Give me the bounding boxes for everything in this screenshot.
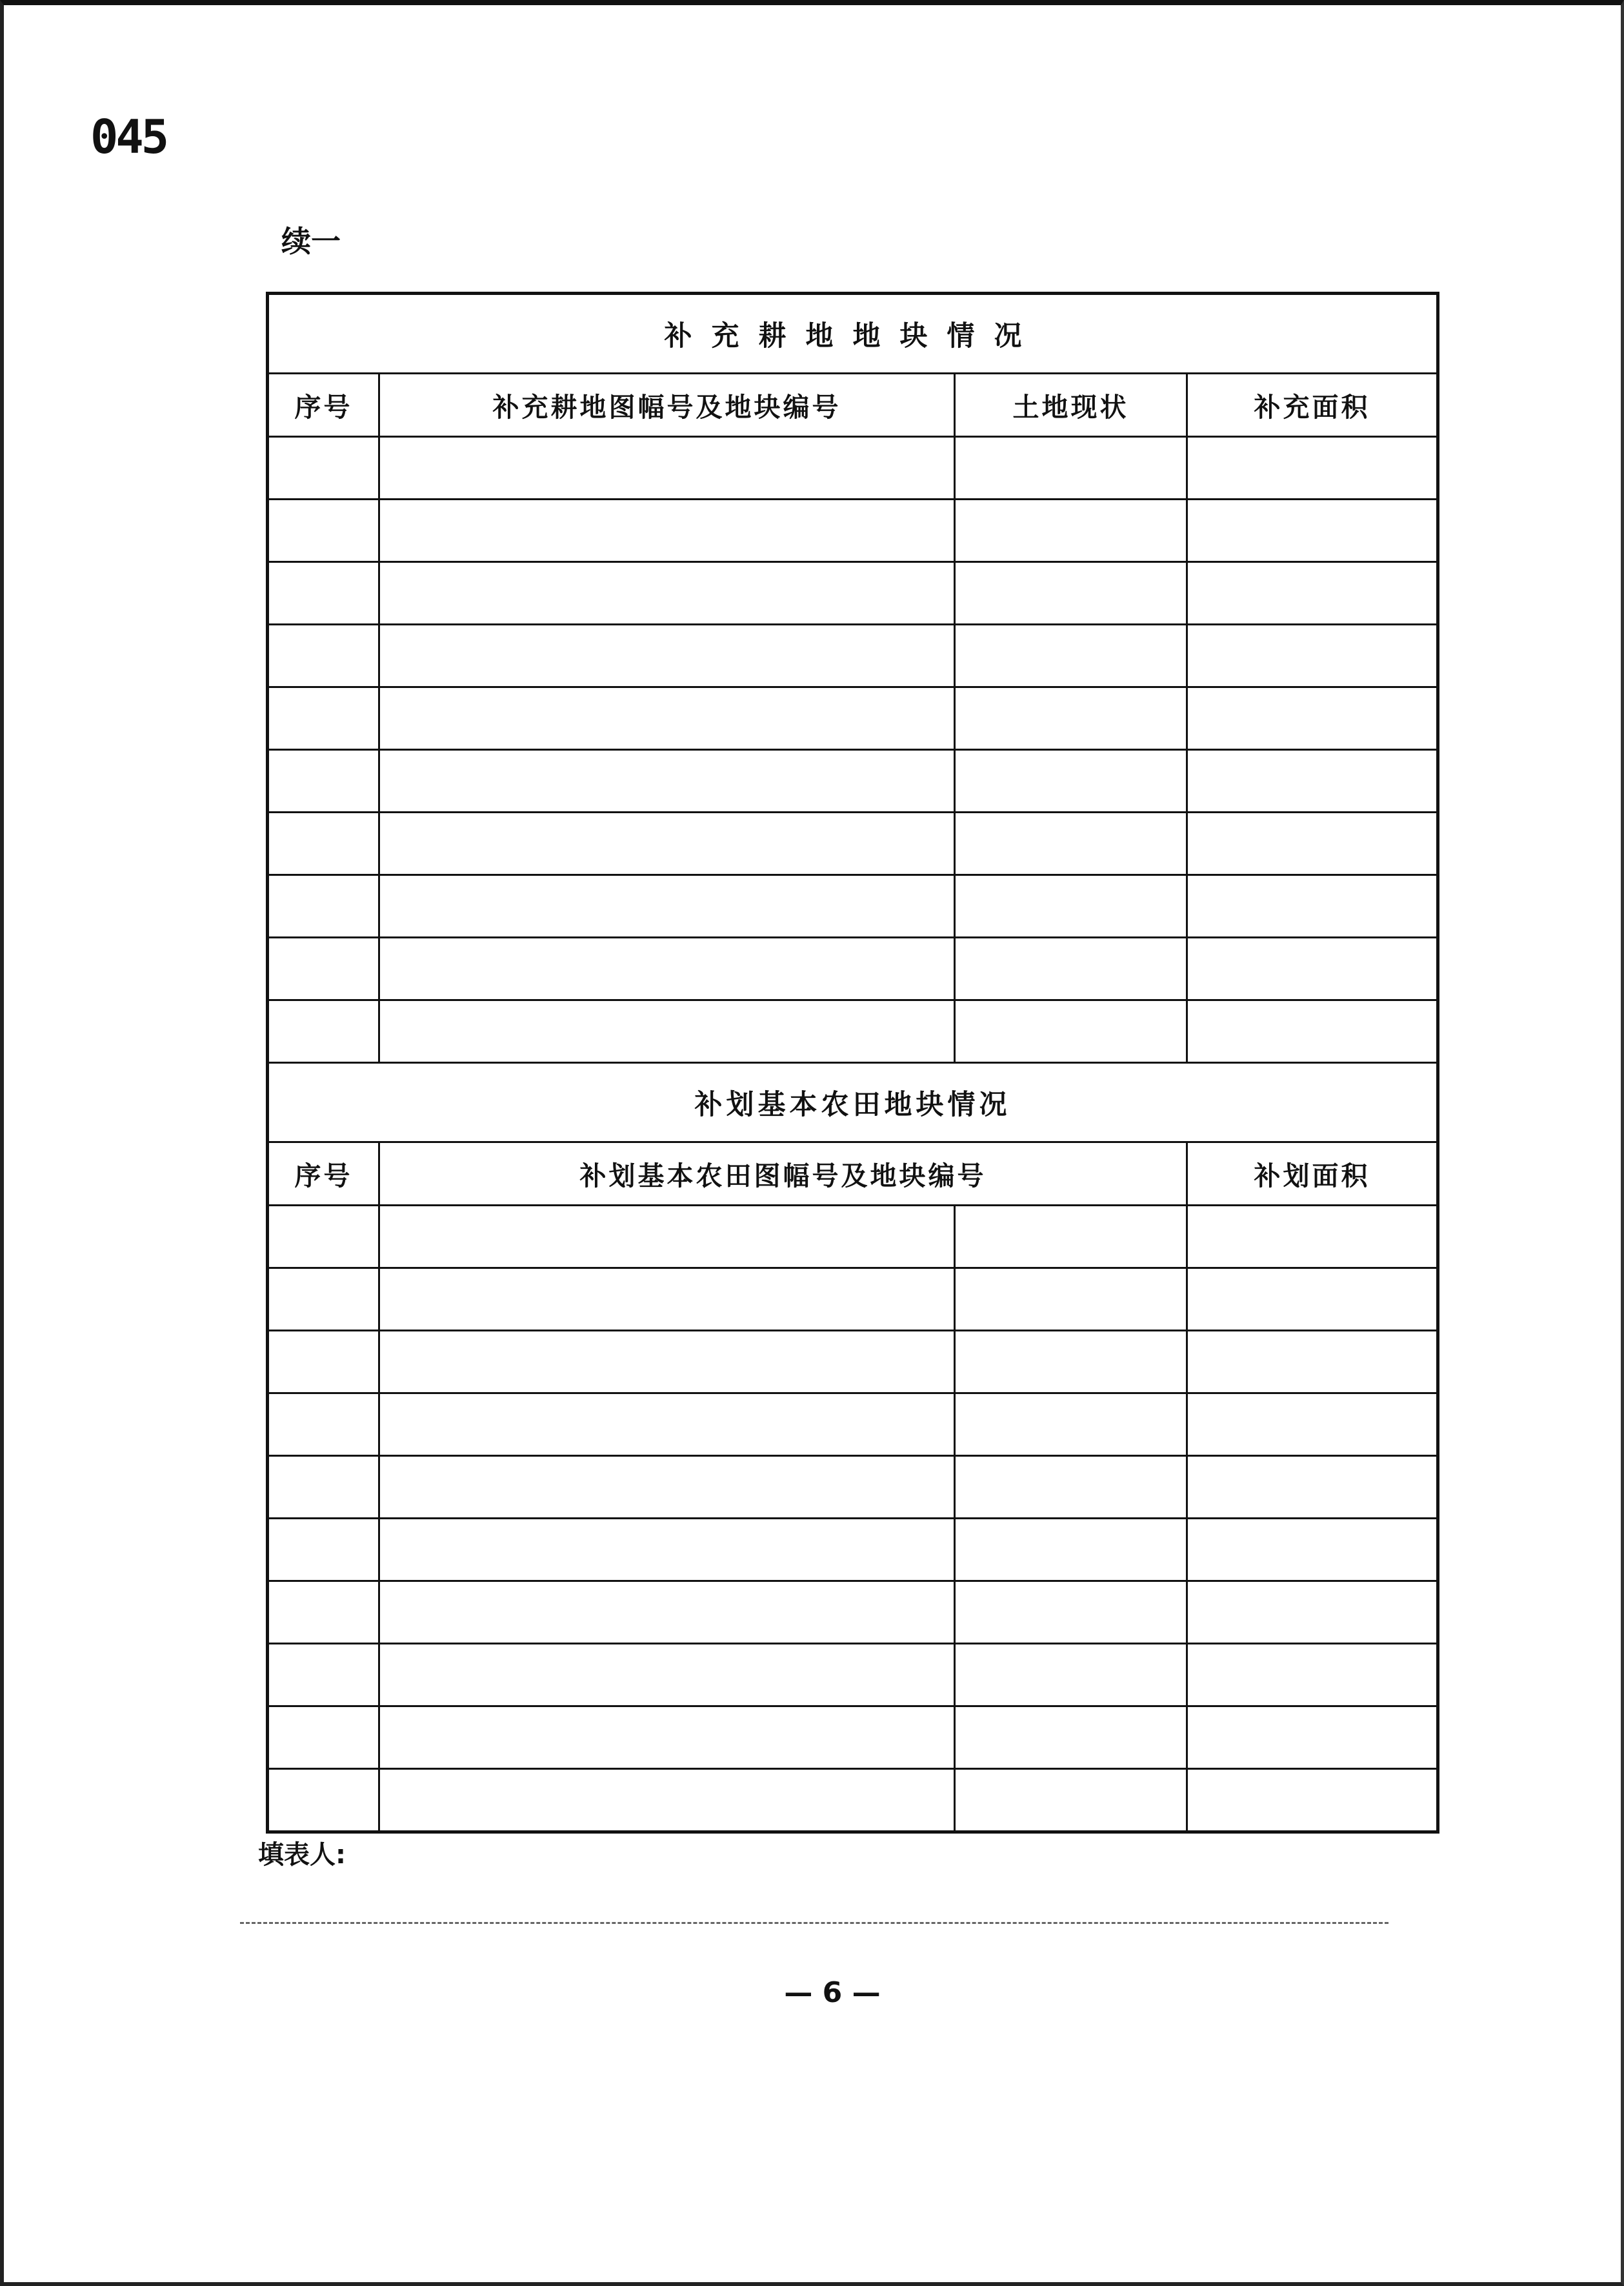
table-row: [268, 750, 1438, 813]
cell-plot-number: [379, 1644, 955, 1706]
cell-plot-number: [379, 750, 955, 813]
cell-land-status: [955, 813, 1187, 875]
land-plot-form-table: [266, 292, 1439, 1834]
table-row: [268, 437, 1438, 500]
cell-land-status: [955, 1706, 1187, 1769]
cell-plot-number: [379, 938, 955, 1000]
table-row: [268, 500, 1438, 562]
cell-serial: [268, 500, 379, 562]
table-row: [268, 1456, 1438, 1519]
cell-plot-number: [379, 562, 955, 625]
cell-plot-number: [379, 1519, 955, 1581]
cell-area: [1187, 1581, 1438, 1644]
cell-land-status: [955, 1769, 1187, 1832]
cell-area: [1187, 1268, 1438, 1331]
cell-serial: [268, 1393, 379, 1456]
cell-land-status: [955, 1268, 1187, 1331]
table-row: [268, 562, 1438, 625]
header-supplement-area: 补充面积: [1187, 374, 1438, 437]
section-title: 补划基本农田地块情况: [268, 1063, 1438, 1142]
archive-number: 045: [90, 110, 167, 164]
cell-land-status: [955, 1519, 1187, 1581]
section-title: 补充耕地地块情况: [268, 294, 1438, 374]
section-title-row: [268, 1063, 1438, 1142]
cell-plot-number: [379, 687, 955, 750]
cell-serial: [268, 1000, 379, 1063]
cell-plot-number: [379, 625, 955, 687]
cell-land-status: [955, 562, 1187, 625]
continuation-label: 续一: [281, 224, 341, 259]
cell-plot-number: [379, 1393, 955, 1456]
cell-area: [1187, 1456, 1438, 1519]
cell-serial: [268, 875, 379, 938]
cell-plot-number: [379, 1769, 955, 1832]
cell-plot-number: [379, 875, 955, 938]
supplementary-farmland-rows: [268, 437, 1438, 1063]
page-number: — 6 —: [784, 1976, 881, 2009]
cell-area: [1187, 813, 1438, 875]
table-row: [268, 1519, 1438, 1581]
table-row: [268, 813, 1438, 875]
header-row: [268, 374, 1438, 437]
cell-land-status: [955, 1456, 1187, 1519]
cell-area: [1187, 500, 1438, 562]
cell-serial: [268, 813, 379, 875]
cell-area: [1187, 938, 1438, 1000]
table-row: [268, 1769, 1438, 1832]
cell-plot-number: [379, 1206, 955, 1268]
cell-serial: [268, 625, 379, 687]
table-row: [268, 1644, 1438, 1706]
cell-serial: [268, 1268, 379, 1331]
cell-land-status: [955, 875, 1187, 938]
cell-plot-number: [379, 1000, 955, 1063]
cell-land-status: [955, 1644, 1187, 1706]
cell-serial: [268, 437, 379, 500]
cell-area: [1187, 1519, 1438, 1581]
header-map-sheet-plot-number: 补划基本农田图幅号及地块编号: [379, 1142, 1187, 1206]
cell-plot-number: [379, 1456, 955, 1519]
cell-serial: [268, 750, 379, 813]
cell-plot-number: [379, 1268, 955, 1331]
cell-area: [1187, 1000, 1438, 1063]
cell-serial: [268, 1769, 379, 1832]
basic-farmland-section: [268, 1063, 1438, 1206]
cell-serial: [268, 1331, 379, 1393]
cell-land-status: [955, 625, 1187, 687]
supplementary-farmland-section: [268, 294, 1438, 437]
cell-serial: [268, 1519, 379, 1581]
table-row: [268, 875, 1438, 938]
table-row: [268, 1706, 1438, 1769]
cell-serial: [268, 1644, 379, 1706]
header-land-status: 土地现状: [955, 374, 1187, 437]
header-allocated-area: 补划面积: [1187, 1142, 1438, 1206]
cell-land-status: [955, 1206, 1187, 1268]
header-serial: 序号: [268, 1142, 379, 1206]
cell-area: [1187, 437, 1438, 500]
cell-serial: [268, 1581, 379, 1644]
cell-area: [1187, 1706, 1438, 1769]
cell-serial: [268, 1206, 379, 1268]
table-row: [268, 938, 1438, 1000]
cell-area: [1187, 1393, 1438, 1456]
cell-plot-number: [379, 437, 955, 500]
cell-serial: [268, 1456, 379, 1519]
cell-area: [1187, 625, 1438, 687]
cell-land-status: [955, 1000, 1187, 1063]
cell-land-status: [955, 437, 1187, 500]
table-row: [268, 1393, 1438, 1456]
header-row: [268, 1142, 1438, 1206]
cell-area: [1187, 1644, 1438, 1706]
cell-land-status: [955, 1393, 1187, 1456]
header-map-sheet-plot-number: 补充耕地图幅号及地块编号: [379, 374, 955, 437]
cell-land-status: [955, 750, 1187, 813]
cell-serial: [268, 687, 379, 750]
cell-serial: [268, 938, 379, 1000]
basic-farmland-rows: [268, 1206, 1438, 1832]
table-row: [268, 1206, 1438, 1268]
table-row: [268, 687, 1438, 750]
header-serial: 序号: [268, 374, 379, 437]
cell-area: [1187, 1331, 1438, 1393]
cell-area: [1187, 1769, 1438, 1832]
cell-area: [1187, 1206, 1438, 1268]
filler-label: 填表人:: [258, 1840, 346, 1870]
table-row: [268, 1000, 1438, 1063]
cell-area: [1187, 562, 1438, 625]
table-row: [268, 1581, 1438, 1644]
table-row: [268, 1331, 1438, 1393]
table-row: [268, 625, 1438, 687]
cell-area: [1187, 750, 1438, 813]
cell-plot-number: [379, 500, 955, 562]
cell-serial: [268, 562, 379, 625]
cell-plot-number: [379, 1706, 955, 1769]
dashed-divider: [240, 1922, 1388, 1924]
cell-land-status: [955, 938, 1187, 1000]
cell-land-status: [955, 1331, 1187, 1393]
cell-plot-number: [379, 1331, 955, 1393]
cell-area: [1187, 687, 1438, 750]
cell-serial: [268, 1706, 379, 1769]
table-row: [268, 1268, 1438, 1331]
cell-plot-number: [379, 813, 955, 875]
cell-land-status: [955, 1581, 1187, 1644]
cell-land-status: [955, 687, 1187, 750]
cell-plot-number: [379, 1581, 955, 1644]
cell-land-status: [955, 500, 1187, 562]
section-title-row: [268, 294, 1438, 374]
cell-area: [1187, 875, 1438, 938]
